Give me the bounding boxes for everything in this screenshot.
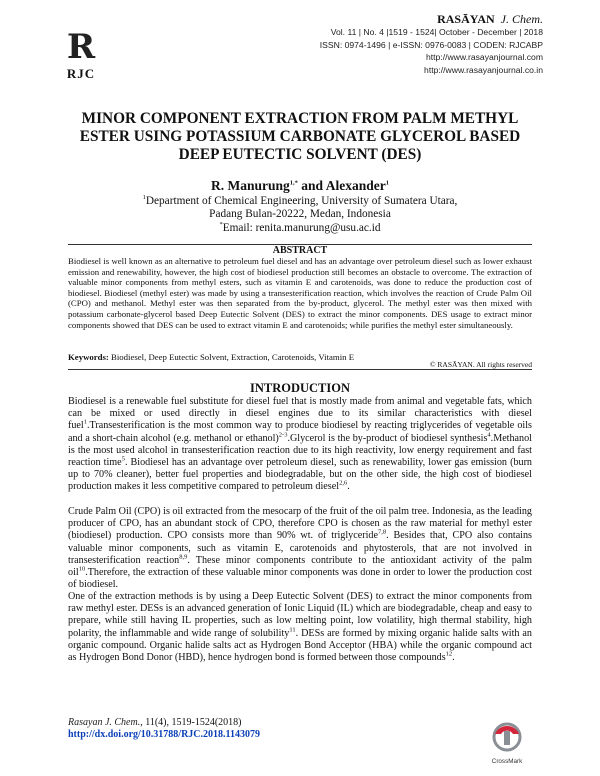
abstract-bottom-rule	[68, 369, 532, 370]
logo-mark: R	[66, 27, 96, 67]
abstract-heading: ABSTRACT	[272, 245, 328, 256]
citation: Rasayan J. Chem., 11(4), 1519-1524(2018)	[68, 717, 242, 728]
crossmark-label: CrossMark	[491, 758, 523, 765]
journal-url-1[interactable]: http://www.rasayanjournal.com	[425, 52, 543, 62]
volume-line: Vol. 11 | No. 4 |1519 - 1524| October - December | 2018	[330, 27, 543, 37]
journal-header	[320, 12, 543, 76]
intro-paragraph-2: Crude Palm Oil (CPO) is oil extracted from the mesocarp of the fruit of the oil palm tree. Indonesia, as the leading producer of CPO, has an abundant stock of CPO, therefore CPO is chosen as the raw material for methyl ester (biodiesel) production. CPO consists more than 90% wt. of triglyceride$^{7,8}$. Besides that, CPO also contains valuable minor components, such as vitamin E, carotenoids and phytosterols, that are not involved in transesterification reaction$^{8,9}$. These minor components contribute to the antioxidant activity of the palm oil$^{10}$.Therefore, the extraction of these valuable minor components was done in order to lower the production cost of biodiesel.	[68, 506, 533, 591]
logo-text: RJC	[66, 66, 96, 81]
author-email[interactable]: *Email: renita.manurung@usu.ac.id	[219, 220, 381, 234]
affiliation: $^1$Department of Chemical Engineering, University of Sumatera Utara, Padang Bulan-20222, Medan, Indonesia *Email: renita.manurung@usu.ac.id	[56, 195, 544, 235]
crossmark-icon	[491, 722, 523, 752]
journal-url-2[interactable]: http://www.rasayanjournal.co.in	[424, 64, 543, 75]
abstract-text: Biodiesel is well known as an alternative to petroleum fuel diesel and has an advantage over petroleum diesel such as lower exhaust emission and renewability, however, the high cost of biodiesel production still becomes an obstacle to overcome. The extraction of valuable minor components from methyl esters, such as vitamin E and carotenoids, was done to reduce the production cost of biodiesel. Biodiesel (methyl ester) was made by using a transesterification reaction, which involves the reaction of Crude Palm Oil (CPO) and methanol. Methyl ester was then separated from the by-product, glycerol. The methyl ester was then mixed with potassium carbonate-glycerol based Deep Eutectic Solvent (DES) to extract the minor components. DES usage to extract minor components showed that DES can be used to extract vitamin E and carotenoids; while purifies the methyl ester simultaneously.	[68, 256, 532, 330]
authors: R. Manurung$^{1,*}$ and Alexander$^1$	[211, 178, 389, 193]
journal-logo	[56, 27, 106, 82]
keywords: Keywords: Biodiesel, Deep Eutectic Solvent, Extraction, Carotenoids, Vitamin E	[68, 352, 355, 362]
doi-link[interactable]: http://dx.doi.org/10.31788/RJC.2018.1143079	[68, 729, 260, 740]
intro-paragraph-3: One of the extraction methods is by using a Deep Eutectic Solvent (DES) to extract the minor components from raw methyl ester. DESs is an advanced generation of Ionic Liquid (IL) which are biodegradable, cheap and easy to prepare, while still having IL properties, such as low melting point, low volatility, high thermal stability, high polarity, the inflammable and wide range of solubility$^{11}$. DESs are formed by mixing organic halide salts with an organic compound. Organic halide salts act as Hydrogen Bond Acceptor (HBA) while the organic compound act as Hydrogen Bond Donor (HBD), hence hydrogen bond is formed between those compounds$^{12}$.	[68, 591, 532, 664]
journal-title: RASĀYAN J. Chem.	[437, 12, 543, 26]
rights-notice: © RASĀYAN. All rights reserved	[429, 360, 532, 369]
intro-paragraph-1: Biodiesel is a renewable fuel substitute for diesel fuel that is mostly made from animal and vegetable fats, which can be mixed or used directly in diesel engines due to its similar characteristics with diesel fuel$^1$.Transesterification is the most common way to produce biodiesel by reacting triglycerides of vegetable oils and a short-chain alcohol (e.g. methanol or ethanol)$^{2-3}$.Glycerol is the by-product of biodiesel synthesis$^4$.Methanol is the most used alcohol in transesterification reaction due to its high reactivity, low energy requirement and fast reaction time$^5$. Biodiesel has an advantage over petroleum diesel, such as renewability, lower gas emission (burn up to 70% cleaner), better fuel properties and biodegradable, but on the other side, the high cost of biodiesel production makes it less competitive compared to petroleum diesel$^{2,6}$.	[68, 396, 532, 493]
introduction-heading: INTRODUCTION	[249, 381, 350, 395]
page-footer	[68, 717, 260, 741]
paper-title: MINOR COMPONENT EXTRACTION FROM PALM METHYL ESTER USING POTASSIUM CARBONATE GLYCEROL BASED DEEP EUTECTIC SOLVENT (DES)	[79, 110, 521, 163]
issn-line: ISSN: 0974-1496 | e-ISSN: 0976-0083 | CODEN: RJCABP	[319, 39, 543, 50]
crossmark-badge[interactable]	[483, 722, 531, 765]
